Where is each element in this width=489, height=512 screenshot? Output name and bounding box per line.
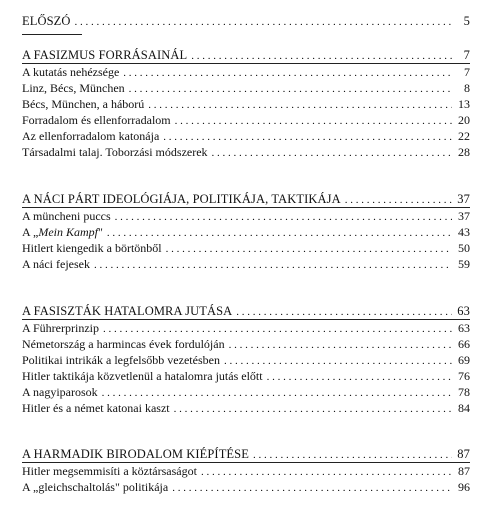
leader-dots bbox=[75, 15, 452, 29]
toc-page-number: 8 bbox=[464, 81, 470, 95]
toc-title: Hitler megsemmisíti a köztársaságot bbox=[22, 464, 197, 478]
toc-heading-section-1 bbox=[22, 48, 470, 63]
toc-entry bbox=[22, 209, 470, 224]
toc-page-number: 96 bbox=[458, 480, 470, 494]
toc-title: Társadalmi talaj. Toborzási módszerek bbox=[22, 145, 208, 159]
leader-dots bbox=[175, 114, 452, 128]
toc-entry bbox=[22, 369, 470, 384]
leader-dots bbox=[229, 338, 452, 352]
heading-underline bbox=[22, 207, 470, 208]
toc-title: Hitlert kiengedik a börtönből bbox=[22, 241, 162, 255]
heading-underline bbox=[22, 34, 82, 35]
leader-dots bbox=[224, 354, 452, 368]
toc-page-number: 22 bbox=[458, 129, 470, 143]
leader-dots bbox=[107, 226, 452, 240]
toc-entry bbox=[22, 401, 470, 416]
leader-dots bbox=[103, 322, 452, 336]
toc-page-number: 78 bbox=[458, 385, 470, 399]
leader-dots bbox=[172, 481, 452, 495]
toc-title: Forradalom és ellenforradalom bbox=[22, 113, 171, 127]
toc-title: Politikai intrikák a legfelsőbb vezetésben bbox=[22, 353, 220, 367]
toc-entry bbox=[22, 81, 470, 96]
toc-page-number: 63 bbox=[458, 321, 470, 335]
toc-title: A kutatás nehézsége bbox=[22, 65, 120, 79]
toc-title: A FASISZTÁK HATALOMRA JUTÁSA bbox=[22, 304, 233, 318]
title-suffix: " bbox=[98, 225, 103, 239]
toc-entry bbox=[22, 321, 470, 336]
toc-entry bbox=[22, 113, 470, 128]
toc-heading-eloszo bbox=[22, 14, 470, 29]
toc-title: A FASIZMUS FORRÁSAINÁL bbox=[22, 48, 188, 62]
leader-dots bbox=[94, 258, 452, 272]
leader-dots bbox=[174, 402, 452, 416]
leader-dots bbox=[191, 49, 452, 63]
leader-dots bbox=[212, 146, 452, 160]
toc-title: Hitler taktikája közvetlenül a hatalomra jutás előtt bbox=[22, 369, 263, 383]
leader-dots bbox=[267, 370, 452, 384]
heading-underline bbox=[22, 319, 470, 320]
toc-title bbox=[22, 225, 103, 239]
leader-dots bbox=[345, 193, 452, 207]
toc-page-number: 37 bbox=[457, 192, 470, 206]
toc-entry bbox=[22, 385, 470, 400]
toc-page-number: 5 bbox=[463, 14, 470, 28]
leader-dots bbox=[102, 386, 452, 400]
leader-dots bbox=[115, 210, 452, 224]
leader-dots bbox=[129, 82, 452, 96]
toc-heading-section-4 bbox=[22, 447, 470, 462]
toc-title: Németország a harmincas évek fordulóján bbox=[22, 337, 225, 351]
toc-entry bbox=[22, 145, 470, 160]
toc-title: Az ellenforradalom katonája bbox=[22, 129, 160, 143]
toc-page-number: 7 bbox=[463, 48, 470, 62]
toc-entry bbox=[22, 225, 470, 240]
toc-page-number: 59 bbox=[458, 257, 470, 271]
toc-page-number: 7 bbox=[464, 65, 470, 79]
leader-dots bbox=[201, 465, 452, 479]
leader-dots bbox=[236, 305, 452, 319]
toc-page-number: 66 bbox=[458, 337, 470, 351]
toc-page-number: 87 bbox=[458, 464, 470, 478]
toc-page-number: 28 bbox=[458, 145, 470, 159]
toc-page-number: 37 bbox=[458, 209, 470, 223]
toc-title: A HARMADIK BIRODALOM KIÉPÍTÉSE bbox=[22, 447, 249, 461]
leader-dots bbox=[253, 448, 452, 462]
book-title: Mein Kampf bbox=[38, 225, 99, 239]
toc-entry bbox=[22, 129, 470, 144]
toc-title: Linz, Bécs, München bbox=[22, 81, 125, 95]
toc-title: Hitler és a német katonai kaszt bbox=[22, 401, 170, 415]
title-prefix: A „ bbox=[22, 225, 39, 239]
toc-page-number: 43 bbox=[458, 225, 470, 239]
toc-entry bbox=[22, 464, 470, 479]
toc-title: A nagyiparosok bbox=[22, 385, 98, 399]
toc-entry bbox=[22, 353, 470, 368]
toc-page-number: 63 bbox=[457, 304, 470, 318]
toc-page-number: 13 bbox=[458, 97, 470, 111]
toc-entry bbox=[22, 97, 470, 112]
toc-page-number: 84 bbox=[458, 401, 470, 415]
toc-title: A NÁCI PÁRT IDEOLÓGIÁJA, POLITIKÁJA, TAKTIKÁJA bbox=[22, 192, 341, 206]
toc-page-number: 87 bbox=[457, 447, 470, 461]
toc-heading-section-2 bbox=[22, 192, 470, 207]
toc-entry bbox=[22, 257, 470, 272]
toc-title: Bécs, München, a háború bbox=[22, 97, 145, 111]
toc-title: ELŐSZÓ bbox=[22, 14, 71, 28]
toc-page-number: 50 bbox=[458, 241, 470, 255]
heading-underline bbox=[22, 462, 470, 463]
toc-title: A müncheni puccs bbox=[22, 209, 111, 223]
leader-dots bbox=[148, 98, 452, 112]
leader-dots bbox=[123, 66, 452, 80]
toc-page-number: 20 bbox=[458, 113, 470, 127]
toc-heading-section-3 bbox=[22, 304, 470, 319]
leader-dots bbox=[163, 130, 452, 144]
toc-page-number: 69 bbox=[458, 353, 470, 367]
toc-page-number: 76 bbox=[458, 369, 470, 383]
toc-title: A Führerprinzip bbox=[22, 321, 99, 335]
toc-title: A „gleichschaltolás" politikája bbox=[22, 480, 169, 494]
leader-dots bbox=[166, 242, 452, 256]
toc-entry bbox=[22, 65, 470, 80]
toc-title: A náci fejesek bbox=[22, 257, 90, 271]
heading-underline bbox=[22, 63, 470, 64]
toc-entry bbox=[22, 241, 470, 256]
toc-entry bbox=[22, 480, 470, 495]
toc-entry bbox=[22, 337, 470, 352]
